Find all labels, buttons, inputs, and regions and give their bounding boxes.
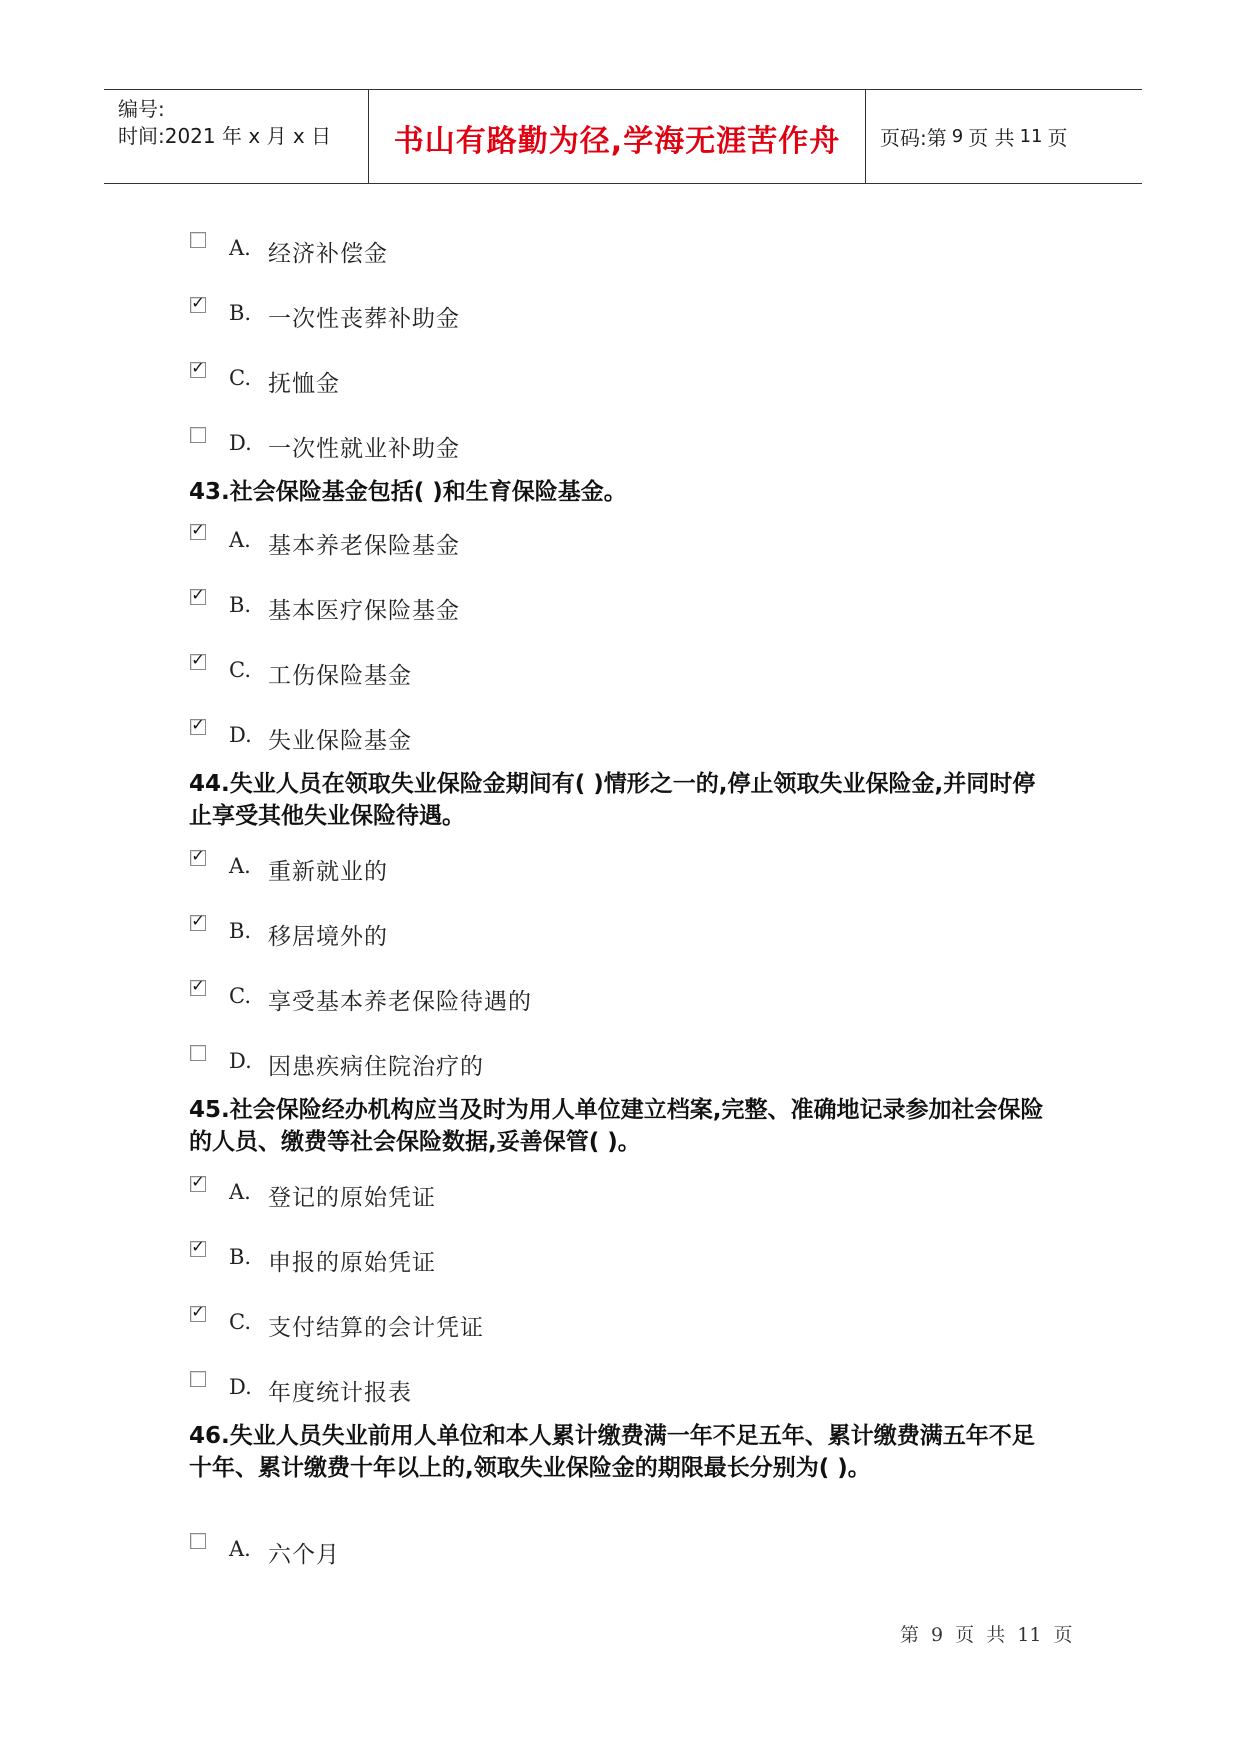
checkbox-checked[interactable]	[190, 976, 206, 996]
option-letter: C.	[229, 366, 251, 390]
option-letter: A.	[229, 1537, 251, 1561]
checkbox-unchecked[interactable]	[190, 1533, 206, 1549]
checkbox-checked[interactable]	[190, 1172, 206, 1192]
checkmark-icon: ✓	[191, 976, 205, 995]
header-motto-cell	[368, 90, 866, 183]
option-letter: C.	[229, 1310, 251, 1334]
option-text: 失业保险基金	[268, 728, 412, 754]
option-text: 六个月	[268, 1542, 340, 1568]
option-letter: B.	[229, 919, 252, 943]
page-current: 9	[951, 126, 964, 147]
question-text: 46.失业人员失业前用人单位和本人累计缴费满一年不足五年、累计缴费满五年不足十年、累计缴费十年以上的,领取失业保险金的期限最长分别为( )。	[189, 1423, 1035, 1481]
header-left-cell	[104, 90, 368, 183]
checkbox-checked[interactable]	[190, 585, 206, 605]
checkbox-checked[interactable]	[190, 715, 206, 735]
option-text: 移居境外的	[268, 924, 388, 950]
option-letter: B.	[229, 1245, 252, 1269]
page-total: 11	[1019, 126, 1043, 147]
option-text: 享受基本养老保险待遇的	[268, 989, 532, 1015]
option-letter: A.	[229, 1180, 251, 1204]
option-text: 因患疾病住院治疗的	[268, 1054, 484, 1080]
option-letter: A.	[229, 236, 251, 260]
checkmark-icon: ✓	[191, 1172, 205, 1191]
checkmark-icon: ✓	[191, 293, 205, 312]
checkbox-checked[interactable]	[190, 520, 206, 540]
option-text: 抚恤金	[268, 371, 340, 397]
checkbox-checked[interactable]	[190, 1237, 206, 1257]
option-text: 年度统计报表	[268, 1380, 412, 1406]
option-letter: C.	[229, 658, 251, 682]
page-footer: 第 9 页 共 11 页	[900, 1624, 1073, 1646]
option-text: 重新就业的	[268, 859, 388, 885]
checkbox-unchecked[interactable]	[190, 1371, 206, 1387]
checkmark-icon: ✓	[191, 1302, 205, 1321]
question-text: 43.社会保险基金包括( )和生育保险基金。	[189, 479, 627, 505]
option-letter: A.	[229, 528, 251, 552]
option-letter: B.	[229, 593, 252, 617]
option-letter: A.	[229, 854, 251, 878]
option-letter: C.	[229, 984, 251, 1008]
option-text: 申报的原始凭证	[268, 1250, 436, 1276]
checkbox-unchecked[interactable]	[190, 1045, 206, 1061]
option-text: 基本医疗保险基金	[268, 598, 460, 624]
checkmark-icon: ✓	[191, 520, 205, 539]
checkbox-checked[interactable]	[190, 1302, 206, 1322]
time-label: 时间:2021 年 x 月 x 日	[118, 124, 332, 148]
checkmark-icon: ✓	[191, 715, 205, 734]
option-letter: D.	[229, 1375, 252, 1399]
checkbox-checked[interactable]	[190, 650, 206, 670]
checkmark-icon: ✓	[191, 358, 205, 377]
page-prefix: 页码:第	[880, 126, 947, 150]
page-mid: 页 共	[968, 126, 1015, 150]
checkmark-icon: ✓	[191, 650, 205, 669]
option-text: 基本养老保险基金	[268, 533, 460, 559]
option-text: 登记的原始凭证	[268, 1185, 436, 1211]
option-text: 支付结算的会计凭证	[268, 1315, 484, 1341]
option-text: 一次性就业补助金	[268, 436, 460, 462]
option-text: 经济补偿金	[268, 241, 388, 267]
option-letter: D.	[229, 723, 252, 747]
checkmark-icon: ✓	[191, 846, 205, 865]
checkbox-checked[interactable]	[190, 846, 206, 866]
page-suffix: 页	[1047, 126, 1068, 150]
question-text: 45.社会保险经办机构应当及时为用人单位建立档案,完整、准确地记录参加社会保险的人员、缴费等社会保险数据,妥善保管( )。	[189, 1097, 1044, 1155]
option-text: 一次性丧葬补助金	[268, 306, 460, 332]
option-letter: D.	[229, 1049, 252, 1073]
option-text: 工伤保险基金	[268, 663, 412, 689]
checkmark-icon: ✓	[191, 585, 205, 604]
option-letter: D.	[229, 431, 252, 455]
page-header	[104, 89, 1142, 184]
question-text: 44.失业人员在领取失业保险金期间有( )情形之一的,停止领取失业保险金,并同时停止享受其他失业保险待遇。	[189, 771, 1036, 829]
header-page-cell	[866, 90, 1142, 183]
checkbox-unchecked[interactable]	[190, 427, 206, 443]
number-label: 编号:	[118, 97, 165, 121]
motto-text: 书山有路勤为径,学海无涯苦作舟	[393, 123, 841, 159]
checkbox-checked[interactable]	[190, 911, 206, 931]
checkbox-checked[interactable]	[190, 358, 206, 378]
checkbox-unchecked[interactable]	[190, 232, 206, 248]
checkmark-icon: ✓	[191, 1237, 205, 1256]
checkbox-checked[interactable]	[190, 293, 206, 313]
checkmark-icon: ✓	[191, 911, 205, 930]
option-letter: B.	[229, 301, 252, 325]
